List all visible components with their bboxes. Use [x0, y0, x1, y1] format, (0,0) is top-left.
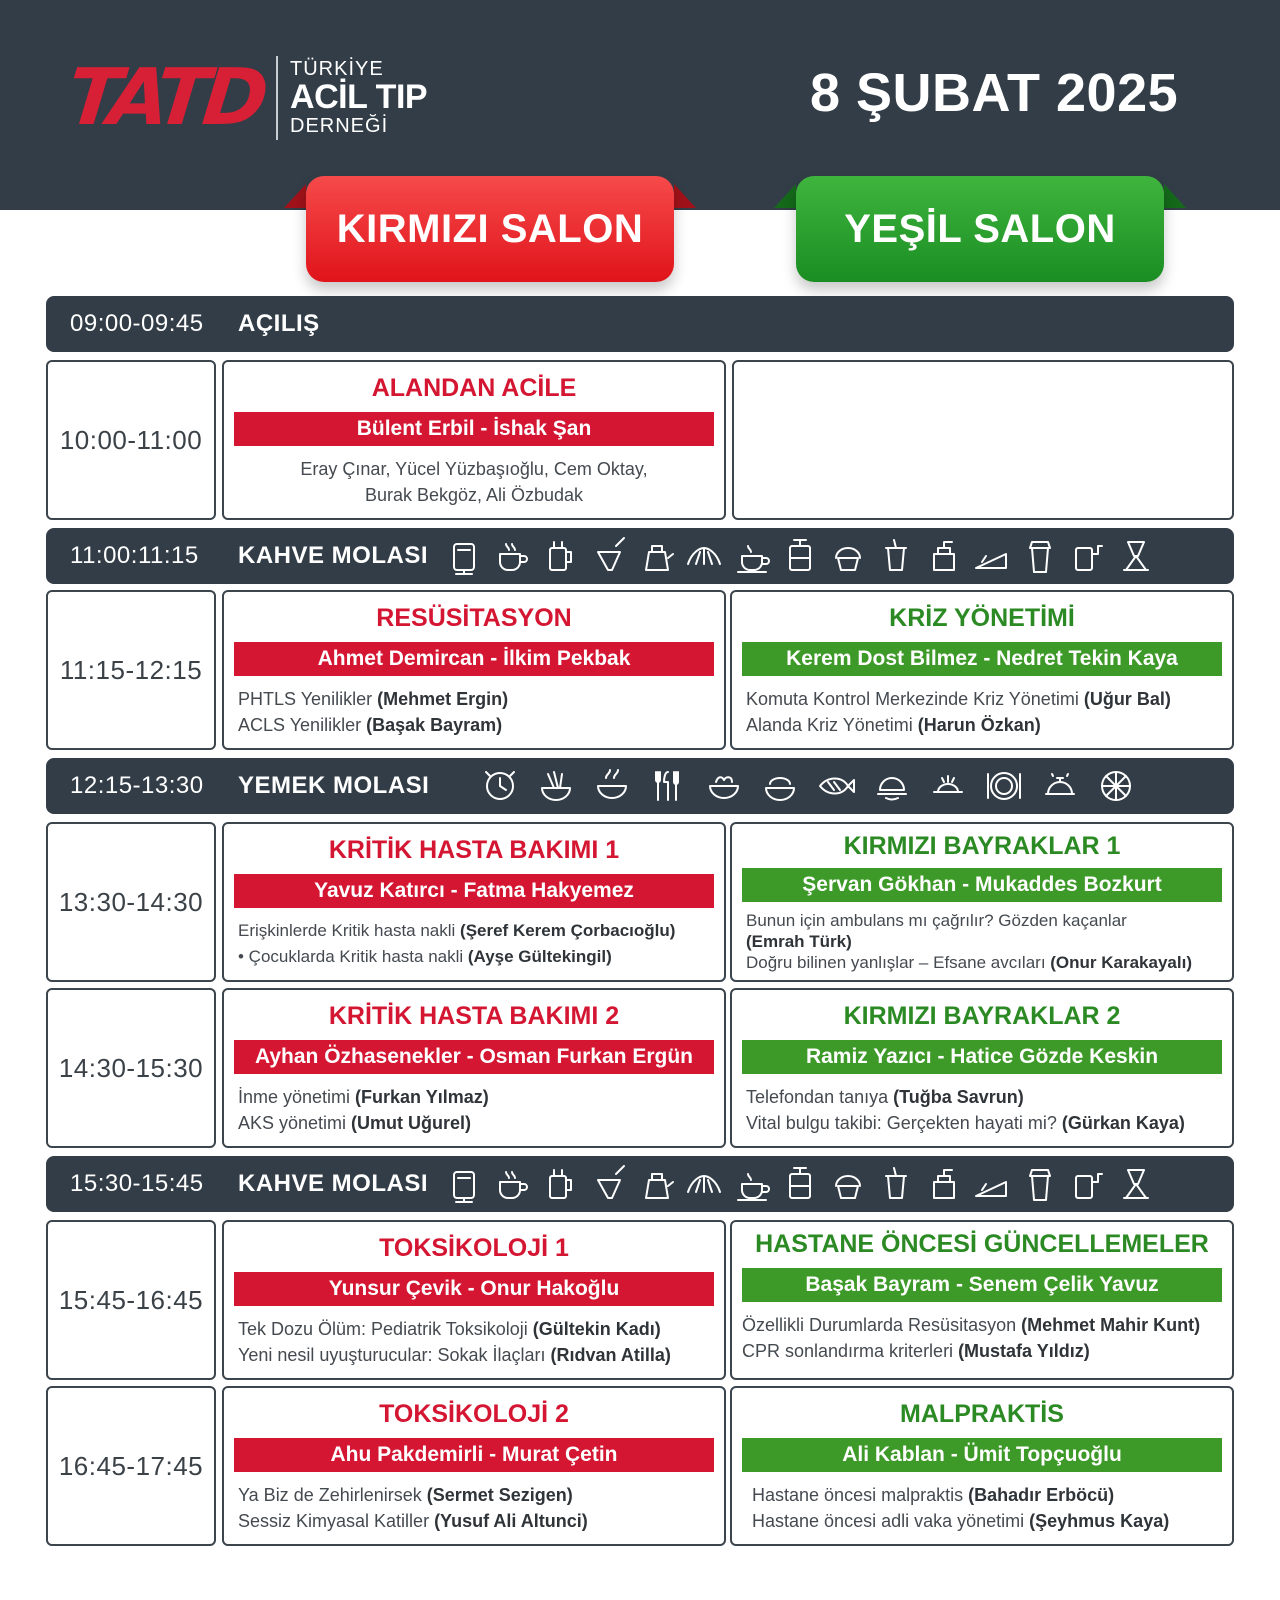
talk-title: Sessiz Kimyasal Katiller — [238, 1511, 435, 1531]
talk-item — [238, 1316, 710, 1342]
talk-item — [752, 1482, 1218, 1508]
logo-text — [290, 59, 427, 137]
talk-item — [752, 1508, 1218, 1534]
talks-list — [746, 1084, 1218, 1136]
moderators-bar: Ramiz Yazıcı - Hatice Gözde Keskin — [742, 1040, 1222, 1074]
cake-slice-icon — [970, 534, 1014, 578]
talk-speaker: (Onur Karakayalı) — [1050, 953, 1192, 972]
talk-item — [238, 686, 710, 712]
green-ribbon-left — [774, 184, 796, 208]
turkish-coffee-icon — [586, 1162, 630, 1206]
coffee-cup-icon — [490, 1162, 534, 1206]
talk-speaker-name: (Emrah Türk) — [746, 932, 852, 951]
logo-divider — [276, 56, 278, 140]
talk-title: Vital bulgu takibi: Gerçekten hayati mi? — [746, 1113, 1062, 1133]
coffee-grinder-icon — [922, 534, 966, 578]
talk-speaker: (Furkan Yılmaz) — [355, 1087, 489, 1107]
talk-title: Hastane öncesi adli vaka yönetimi — [752, 1511, 1030, 1531]
session-title: KRİZ YÖNETİMİ — [889, 604, 1075, 632]
session-kritik-2 — [222, 988, 726, 1148]
session-hastane-oncesi — [730, 1220, 1234, 1380]
talk-title: AKS yönetimi — [238, 1113, 352, 1133]
talk-speaker: (Yusuf Ali Altunci) — [434, 1511, 588, 1531]
turkish-coffee-icon — [586, 534, 630, 578]
empty-green-slot — [732, 360, 1234, 520]
lunch-break-bar — [46, 758, 1234, 814]
logo-line-2: ACİL TIP — [290, 78, 428, 117]
coffee-press-icon — [538, 1162, 582, 1206]
session-title: KRİTİK HASTA BAKIMI 1 — [328, 836, 620, 864]
talk-speaker: (Mehmet Mahir Kunt) — [1021, 1315, 1201, 1335]
moderators-bar: Şervan Gökhan - Mukaddes Bozkurt — [742, 868, 1222, 902]
opening-bar — [46, 296, 1234, 352]
session-title: KIRMIZI BAYRAKLAR 1 — [843, 832, 1121, 860]
talk-speaker: (Uğur Bal) — [1083, 689, 1171, 709]
moderators-bar: Ali Kablan - Ümit Topçuoğlu — [742, 1438, 1222, 1472]
session-kirmizi-bayraklar-2 — [730, 988, 1234, 1148]
talk-item — [238, 1482, 710, 1508]
talk-speaker: (Umut Uğurel) — [351, 1113, 472, 1133]
talk-item — [742, 1312, 1218, 1338]
break-time: 15:30-15:45 — [70, 1170, 204, 1197]
tea-cup-icon — [730, 1162, 774, 1206]
session-alandan-acile — [222, 360, 726, 520]
talk-title: ACLS Yenilikler — [238, 715, 367, 735]
plate-icon — [982, 764, 1026, 808]
talk-title: İnme yönetimi — [238, 1087, 356, 1107]
tatd-logo — [63, 53, 428, 143]
session-kritik-1 — [222, 822, 726, 982]
serving-hand-icon — [870, 764, 914, 808]
talks-list — [746, 686, 1218, 738]
muffin-icon — [826, 534, 870, 578]
opening-time: 09:00-09:45 — [70, 310, 204, 337]
iced-coffee-icon — [874, 1162, 918, 1206]
noodles-icon — [534, 764, 578, 808]
talks-list — [238, 1316, 710, 1368]
event-date: 8 ŞUBAT 2025 — [810, 63, 1179, 123]
cutlery-icon — [646, 764, 690, 808]
coffee-pack-icon — [1066, 1162, 1110, 1206]
talk-speaker: (Şeref Kerem Çorbacıoğlu) — [460, 921, 676, 940]
break-label: YEMEK MOLASI — [238, 772, 430, 799]
talk-title: Yeni nesil uyuşturucular: Sokak İlaçları — [238, 1345, 551, 1365]
logo-line-3: DERNEĞİ — [290, 114, 389, 137]
red-hall-tab: KIRMIZI SALON — [306, 176, 674, 282]
talk-title: Erişkinlerde Kritik hasta nakli — [238, 921, 461, 940]
talk-item — [238, 1342, 710, 1368]
talk-title: CPR sonlandırma kriterleri — [742, 1341, 959, 1361]
coffee-grinder-icon — [922, 1162, 966, 1206]
talk-speaker: (Gürkan Kaya) — [1061, 1113, 1185, 1133]
talk-speaker: (Mehmet Ergin) — [377, 689, 509, 709]
session-kirmizi-bayraklar-1 — [730, 822, 1234, 982]
iced-coffee-icon — [874, 534, 918, 578]
talks-list — [746, 910, 1218, 973]
muffin-icon — [826, 1162, 870, 1206]
coffee-machine-icon — [442, 534, 486, 578]
moderators-bar: Yavuz Katırcı - Fatma Hakyemez — [234, 874, 714, 908]
moderators-bar: Bülent Erbil - İshak Şan — [234, 412, 714, 446]
talk-speaker: (Rıdvan Atilla) — [550, 1345, 671, 1365]
moderators-bar: Yunsur Çevik - Onur Hakoğlu — [234, 1272, 714, 1306]
croissant-icon — [682, 1162, 726, 1206]
talk-item — [238, 1110, 710, 1136]
salad-icon — [702, 764, 746, 808]
coffee-pack-icon — [1066, 534, 1110, 578]
talks-list — [752, 1482, 1218, 1534]
takeaway-cup-icon — [1018, 1162, 1062, 1206]
talks-list — [742, 1312, 1218, 1364]
logo-mark: TATD — [63, 53, 267, 143]
time-slot-1545: 15:45-16:45 — [46, 1220, 216, 1380]
drip-coffee-icon — [1114, 1162, 1158, 1206]
session-title: HASTANE ÖNCESİ GÜNCELLEMELER — [755, 1230, 1209, 1258]
soup-bowl-icon — [590, 764, 634, 808]
moderators-bar: Ahu Pakdemirli - Murat Çetin — [234, 1438, 714, 1472]
talk-title: Komuta Kontrol Merkezinde Kriz Yönetimi — [746, 689, 1084, 709]
session-title: TOKSİKOLOJİ 2 — [379, 1400, 569, 1428]
talk-speaker: (Ayşe Gültekingil) — [467, 947, 612, 966]
rice-bowl-icon — [758, 764, 802, 808]
session-title: KIRMIZI BAYRAKLAR 2 — [843, 1002, 1121, 1030]
talks-list — [238, 918, 710, 970]
talk-item — [746, 1084, 1218, 1110]
talk-title: Bunun için ambulans mı çağrılır? Gözden kaçanlar — [746, 911, 1127, 930]
pizza-icon — [1094, 764, 1138, 808]
talk-title: Telefondan tanıya — [746, 1087, 894, 1107]
fish-icon — [814, 764, 858, 808]
cloche-icon — [1038, 764, 1082, 808]
session-title: MALPRAKTİS — [900, 1400, 1064, 1428]
speakers-line-2: Burak Bekgöz, Ali Özbudak — [364, 485, 584, 505]
green-ribbon-right — [1164, 184, 1186, 208]
talk-title: Özellikli Durumlarda Resüsitasyon — [742, 1315, 1022, 1335]
session-toksikoloji-1 — [222, 1220, 726, 1380]
coffee-machine-icon — [442, 1162, 486, 1206]
talk-item — [746, 1110, 1218, 1136]
talk-item — [238, 944, 710, 970]
french-press-icon — [778, 534, 822, 578]
talk-title: Tek Dozu Ölüm: Pediatrik Toksikoloji — [238, 1319, 533, 1339]
session-resusitasyon — [222, 590, 726, 750]
coffee-break-bar-1 — [46, 528, 1234, 584]
croissant-icon — [682, 534, 726, 578]
talk-item — [746, 686, 1218, 712]
talks-list — [238, 1084, 710, 1136]
drip-coffee-icon — [1114, 534, 1158, 578]
clock-meal-icon — [478, 764, 522, 808]
talk-title: Hastane öncesi malpraktis — [752, 1485, 969, 1505]
takeaway-cup-icon — [1018, 534, 1062, 578]
session-toksikoloji-2 — [222, 1386, 726, 1546]
kettle-icon — [634, 1162, 678, 1206]
talk-speaker: (Harun Özkan) — [917, 715, 1041, 735]
session-title: ALANDAN ACİLE — [371, 374, 577, 402]
logo-line-1: TÜRKİYE — [290, 58, 384, 81]
talk-speaker: (Tuğba Savrun) — [893, 1087, 1024, 1107]
session-title: KRİTİK HASTA BAKIMI 2 — [328, 1002, 620, 1030]
talk-item — [238, 712, 710, 738]
session-title: TOKSİKOLOJİ 1 — [379, 1234, 569, 1262]
session-kriz-yonetimi — [730, 590, 1234, 750]
talk-speaker: (Mustafa Yıldız) — [958, 1341, 1090, 1361]
plate-dish-icon — [926, 764, 970, 808]
talk-title: • Çocuklarda Kritik hasta nakli — [238, 947, 468, 966]
cake-slice-icon — [970, 1162, 1014, 1206]
speakers-list — [238, 456, 710, 508]
break-label: KAHVE MOLASI — [238, 1170, 429, 1197]
tea-cup-icon — [730, 534, 774, 578]
talk-item — [238, 1084, 710, 1110]
break-time: 11:00:11:15 — [70, 542, 199, 569]
talk-speaker — [746, 931, 1218, 952]
opening-label: AÇILIŞ — [238, 310, 320, 337]
coffee-break-bar-2 — [46, 1156, 1234, 1212]
food-icons-row — [478, 764, 1150, 808]
talk-item — [746, 712, 1218, 738]
time-slot-1330: 13:30-14:30 — [46, 822, 216, 982]
coffee-icons-row — [442, 534, 1162, 578]
talk-item — [238, 1508, 710, 1534]
talk-title: Doğru bilinen yanlışlar – Efsane avcıları — [746, 953, 1051, 972]
break-label: KAHVE MOLASI — [238, 542, 429, 569]
talks-list — [238, 1482, 710, 1534]
talk-item — [238, 918, 710, 944]
moderators-bar: Başak Bayram - Senem Çelik Yavuz — [742, 1268, 1222, 1302]
talk-speaker: (Gültekin Kadı) — [532, 1319, 661, 1339]
talk-title: PHTLS Yenilikler — [238, 689, 378, 709]
time-slot-1000: 10:00-11:00 — [46, 360, 216, 520]
kettle-icon — [634, 534, 678, 578]
talk-item — [746, 952, 1218, 973]
talk-speaker: (Şeyhmus Kaya) — [1029, 1511, 1170, 1531]
time-slot-1645: 16:45-17:45 — [46, 1386, 216, 1546]
speakers-line-1: Eray Çınar, Yücel Yüzbaşıoğlu, Cem Oktay, — [300, 459, 648, 479]
talks-list — [238, 686, 710, 738]
break-time: 12:15-13:30 — [70, 772, 204, 799]
talk-speaker: (Bahadır Erböcü) — [968, 1485, 1115, 1505]
talk-title: Alanda Kriz Yönetimi — [746, 715, 918, 735]
talk-title: Ya Biz de Zehirlenirsek — [238, 1485, 427, 1505]
moderators-bar: Ahmet Demircan - İlkim Pekbak — [234, 642, 714, 676]
talk-speaker: (Sermet Sezigen) — [426, 1485, 573, 1505]
green-hall-tab: YEŞİL SALON — [796, 176, 1164, 282]
red-ribbon-left — [284, 184, 306, 208]
time-slot-1115: 11:15-12:15 — [46, 590, 216, 750]
session-title: RESÜSİTASYON — [376, 604, 572, 632]
french-press-icon — [778, 1162, 822, 1206]
coffee-press-icon — [538, 534, 582, 578]
moderators-bar: Ayhan Özhasenekler - Osman Furkan Ergün — [234, 1040, 714, 1074]
session-malpraktis — [730, 1386, 1234, 1546]
talk-speaker: (Başak Bayram) — [366, 715, 503, 735]
coffee-icons-row — [442, 1162, 1162, 1206]
moderators-bar: Kerem Dost Bilmez - Nedret Tekin Kaya — [742, 642, 1222, 676]
talk-item — [742, 1338, 1218, 1364]
red-ribbon-right — [674, 184, 696, 208]
coffee-cup-icon — [490, 534, 534, 578]
time-slot-1430: 14:30-15:30 — [46, 988, 216, 1148]
